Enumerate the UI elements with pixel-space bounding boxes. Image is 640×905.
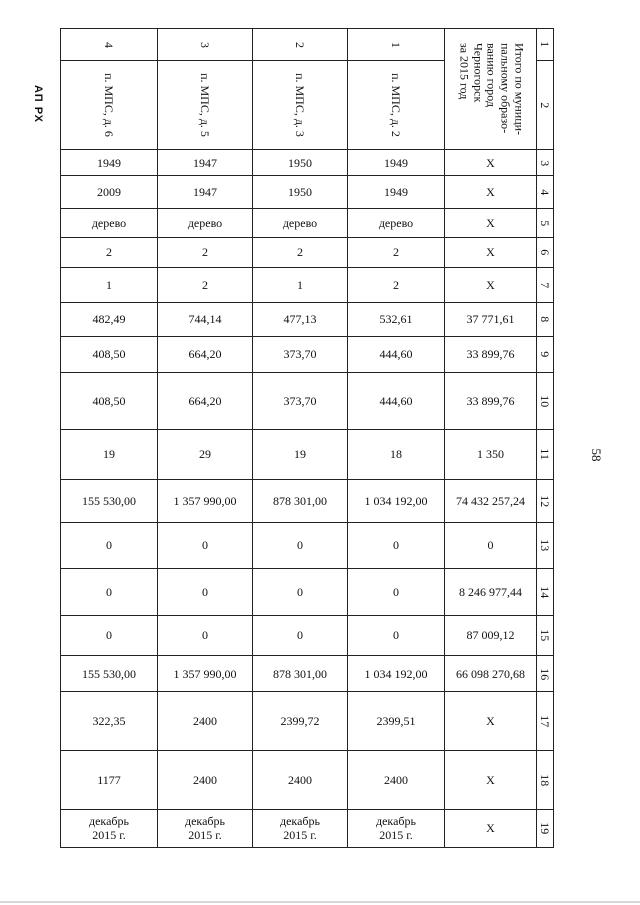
table-cell: 322,35: [61, 692, 158, 751]
total-cell: Х: [445, 692, 537, 751]
table-row: [61, 522, 554, 568]
table-row: [61, 480, 554, 522]
table-cell: 0: [253, 522, 348, 568]
address-label: п. МПС, д. 6: [102, 73, 117, 138]
total-cell: Х: [445, 238, 537, 268]
row-number-cell: [537, 429, 554, 479]
row-number-cell: [537, 336, 554, 372]
table-cell: 0: [158, 522, 253, 568]
row-number: 7: [538, 281, 553, 288]
table-row: [61, 176, 554, 208]
row-number-cell: [537, 268, 554, 302]
row-number-cell: [537, 176, 554, 208]
table-cell: 2399,51: [348, 692, 445, 751]
row-number-cell: [537, 302, 554, 336]
cell-line: 2015 г.: [379, 828, 413, 843]
table-cell: 19: [61, 429, 158, 479]
total-cell: Х: [445, 176, 537, 208]
table-cell: 444,60: [348, 373, 445, 430]
table-cell: 2399,72: [253, 692, 348, 751]
row-number-cell: [537, 29, 554, 61]
page-number-text: 58: [589, 448, 604, 462]
row-number-cell: [537, 569, 554, 615]
row-number: 15: [538, 629, 553, 642]
table-cell: 878 301,00: [253, 656, 348, 692]
table-row: [61, 615, 554, 655]
row-number: 18: [538, 773, 553, 786]
table-row: [61, 238, 554, 268]
cell-line: декабрь: [280, 813, 320, 828]
table-cell: 408,50: [61, 336, 158, 372]
table-cell: [61, 809, 158, 848]
row-number: 4: [538, 189, 553, 196]
cell-line: 2015 г.: [283, 828, 317, 843]
total-header-cell: [445, 29, 537, 150]
table-row: [61, 373, 554, 430]
table-row: [61, 336, 554, 372]
table-cell: 408,50: [61, 373, 158, 430]
cell-line: декабрь: [376, 813, 416, 828]
table-cell: 1947: [158, 150, 253, 176]
table-cell: 477,13: [253, 302, 348, 336]
address-label: п. МПС, д. 2: [389, 73, 404, 138]
table-cell: 373,70: [253, 373, 348, 430]
table-cell: 1 357 990,00: [158, 480, 253, 522]
table-cell: 744,14: [158, 302, 253, 336]
table-cell: дерево: [348, 208, 445, 237]
total-cell: Х: [445, 208, 537, 237]
row-number: 19: [538, 822, 553, 835]
row-number: 2: [538, 102, 553, 109]
bottom-divider: [0, 901, 640, 903]
row-number-cell: [537, 61, 554, 150]
total-header: Итого по муници- пальному образо- ванию город Черногорск за 2015 год: [456, 43, 526, 136]
total-cell: Х: [445, 268, 537, 302]
archive-stamp: [24, 84, 52, 124]
row-number-cell: [537, 238, 554, 268]
table-cell: 373,70: [253, 336, 348, 372]
total-cell: 1 350: [445, 429, 537, 479]
table-cell: 155 530,00: [61, 656, 158, 692]
col-number: 4: [102, 41, 117, 48]
table-cell: 1950: [253, 150, 348, 176]
table-cell: 0: [61, 615, 158, 655]
table-cell: 18: [348, 429, 445, 479]
table-cell: 1 034 192,00: [348, 480, 445, 522]
data-table: [60, 28, 554, 848]
row-number-cell: [537, 656, 554, 692]
page-number: [582, 440, 610, 470]
col-number-cell: [348, 29, 445, 61]
table-cell: 1 034 192,00: [348, 656, 445, 692]
table-cell: 878 301,00: [253, 480, 348, 522]
row-number-cell: [537, 615, 554, 655]
address-label: п. МПС, д. 3: [293, 73, 308, 138]
table-cell: 1950: [253, 176, 348, 208]
table-cell: 532,61: [348, 302, 445, 336]
table-cell: [348, 809, 445, 848]
table-cell: 2009: [61, 176, 158, 208]
row-number-cell: [537, 750, 554, 809]
row-number: 12: [538, 495, 553, 508]
table-cell: 2400: [158, 750, 253, 809]
total-cell: 0: [445, 522, 537, 568]
table-row: [61, 656, 554, 692]
total-cell: 87 009,12: [445, 615, 537, 655]
address-cell: [61, 61, 158, 150]
table-cell: 2400: [253, 750, 348, 809]
archive-stamp-text: АП РХ: [32, 84, 44, 124]
table-cell: 1947: [158, 176, 253, 208]
table-cell: 0: [61, 522, 158, 568]
row-number: 13: [538, 539, 553, 552]
cell-line: декабрь: [185, 813, 225, 828]
table-cell: 0: [348, 615, 445, 655]
row-number: 1: [538, 41, 553, 48]
table-cell: 0: [253, 569, 348, 615]
row-number-cell: [537, 480, 554, 522]
total-cell: 33 899,76: [445, 373, 537, 430]
address-cell: [348, 61, 445, 150]
table-cell: 29: [158, 429, 253, 479]
col-number-cell: [158, 29, 253, 61]
col-number-cell: [253, 29, 348, 61]
cell-line: 2015 г.: [92, 828, 126, 843]
table-cell: 0: [348, 522, 445, 568]
table-cell: 1949: [348, 176, 445, 208]
table-cell: 1177: [61, 750, 158, 809]
address-cell: [158, 61, 253, 150]
table-row: [61, 429, 554, 479]
row-number: 8: [538, 316, 553, 323]
col-number: 1: [389, 41, 404, 48]
table-row: [61, 692, 554, 751]
cell-line: декабрь: [89, 813, 129, 828]
table-cell: 1949: [61, 150, 158, 176]
cell-line: 2015 г.: [188, 828, 222, 843]
table-cell: 1949: [348, 150, 445, 176]
address-cell: [253, 61, 348, 150]
table-cell: 2: [158, 238, 253, 268]
table-row: [61, 569, 554, 615]
table-cell: 0: [158, 569, 253, 615]
table-cell: 2: [348, 238, 445, 268]
table-row: [61, 268, 554, 302]
address-label: п. МПС, д. 5: [198, 73, 213, 138]
row-number: 9: [538, 351, 553, 358]
table-row: [61, 208, 554, 237]
col-number: 2: [293, 41, 308, 48]
row-number: 6: [538, 249, 553, 256]
total-cell: Х: [445, 809, 537, 848]
table-cell: 0: [253, 615, 348, 655]
table-cell: 482,49: [61, 302, 158, 336]
table-cell: дерево: [158, 208, 253, 237]
row-number: 10: [538, 395, 553, 408]
total-cell: 66 098 270,68: [445, 656, 537, 692]
table-cell: 2400: [158, 692, 253, 751]
col-number-cell: [61, 29, 158, 61]
row-number-cell: [537, 809, 554, 848]
row-number-cell: [537, 692, 554, 751]
total-cell: 33 899,76: [445, 336, 537, 372]
table-cell: [158, 809, 253, 848]
row-number: 14: [538, 585, 553, 598]
table-cell: 155 530,00: [61, 480, 158, 522]
total-cell: 37 771,61: [445, 302, 537, 336]
table-cell: [253, 809, 348, 848]
row-number: 11: [538, 448, 553, 461]
table-cell: 0: [348, 569, 445, 615]
table-cell: 0: [158, 615, 253, 655]
row-number-cell: [537, 522, 554, 568]
table-cell: дерево: [61, 208, 158, 237]
table-cell: 1 357 990,00: [158, 656, 253, 692]
header-row-numbers: [61, 29, 554, 61]
row-number: 16: [538, 667, 553, 680]
table-cell: дерево: [253, 208, 348, 237]
row-number-cell: [537, 150, 554, 176]
table-cell: 664,20: [158, 336, 253, 372]
table-row: [61, 750, 554, 809]
table-cell: 664,20: [158, 373, 253, 430]
table-cell: 2: [61, 238, 158, 268]
row-number-cell: [537, 208, 554, 237]
total-cell: Х: [445, 150, 537, 176]
table-cell: 2400: [348, 750, 445, 809]
total-cell: Х: [445, 750, 537, 809]
total-cell: 8 246 977,44: [445, 569, 537, 615]
table-row: [61, 150, 554, 176]
table-row: [61, 809, 554, 848]
row-number: 3: [538, 159, 553, 166]
row-number: 5: [538, 219, 553, 226]
row-number-cell: [537, 373, 554, 430]
table-cell: 2: [348, 268, 445, 302]
col-number: 3: [198, 41, 213, 48]
table-cell: 19: [253, 429, 348, 479]
table-cell: 1: [61, 268, 158, 302]
total-cell: 74 432 257,24: [445, 480, 537, 522]
table-cell: 2: [253, 238, 348, 268]
row-number: 17: [538, 715, 553, 728]
table-cell: 1: [253, 268, 348, 302]
table-cell: 0: [61, 569, 158, 615]
table-cell: 444,60: [348, 336, 445, 372]
table-row: [61, 302, 554, 336]
table-cell: 2: [158, 268, 253, 302]
